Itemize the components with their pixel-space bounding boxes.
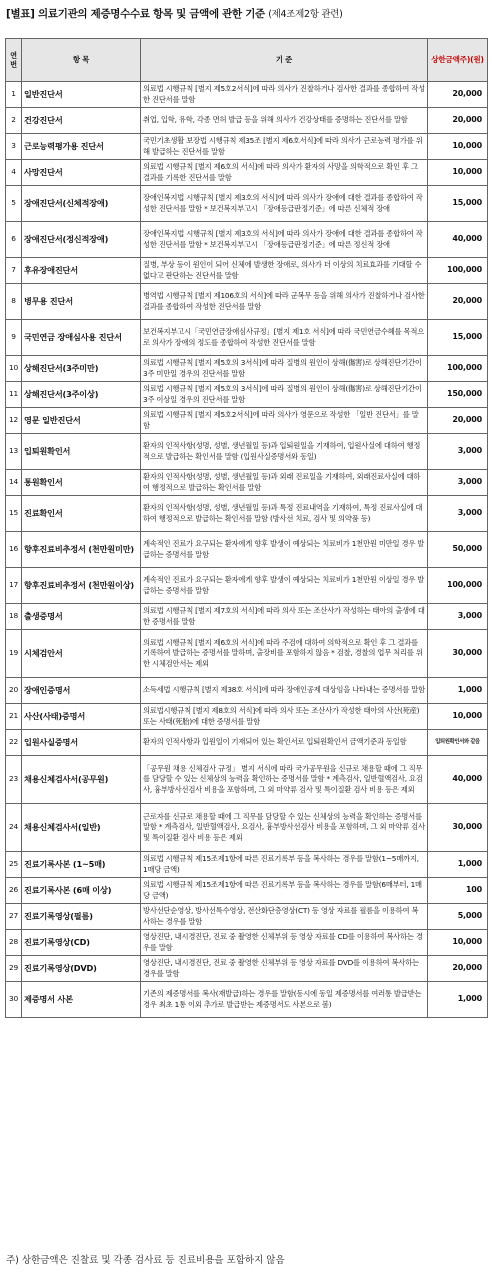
row-number: 15 — [6, 496, 22, 532]
row-standard: 의료법시행규칙 [별지 제8호의 서식]에 따라 의사 또는 조산사가 작성한 태아의 사산(死産) 또는 사태(死胎)에 대한 증명서를 말함 — [141, 704, 428, 730]
row-item: 후유장애진단서 — [22, 258, 141, 284]
row-amount: 10,000 — [428, 930, 488, 956]
row-standard: 방사선단순영상, 방사선특수영상, 전산화단층영상(CT) 등 영상 자료를 필름을 이용하여 복사하는 경우를 말함 — [141, 904, 428, 930]
row-item: 장애인증명서 — [22, 678, 141, 704]
row-item: 근로능력평가용 진단서 — [22, 134, 141, 160]
row-standard: 의료법 시행규칙 제15조제1항에 따른 진료기록부 등을 복사하는 경우를 말함(6매부터, 1매당 금액) — [141, 878, 428, 904]
row-number: 11 — [6, 382, 22, 408]
table-row — [6, 756, 488, 804]
table-row — [6, 134, 488, 160]
row-item: 장애진단서(신체적장애) — [22, 186, 141, 222]
header-no: 연번 — [6, 39, 22, 82]
row-number: 29 — [6, 956, 22, 982]
row-amount: 15,000 — [428, 320, 488, 356]
table-header-row — [6, 39, 488, 82]
table-row — [6, 186, 488, 222]
table-row — [6, 878, 488, 904]
row-number: 18 — [6, 604, 22, 630]
row-amount: 100,000 — [428, 258, 488, 284]
table-row — [6, 82, 488, 108]
row-standard: 영상진단, 내시경진단, 진료 중 촬영한 신체부위 등 영상 자료를 DVD를 이용하여 복사하는 경우를 말함 — [141, 956, 428, 982]
table-row — [6, 904, 488, 930]
row-amount: 40,000 — [428, 756, 488, 804]
row-item: 향후진료비추정서 (천만원이상) — [22, 568, 141, 604]
row-item: 건강진단서 — [22, 108, 141, 134]
table-row — [6, 982, 488, 1018]
header-item: 항 목 — [22, 39, 141, 82]
row-standard: 근로자를 신규로 채용할 때에 그 직무를 담당할 수 있는 신체상의 능력을 확인하는 증명서를 말함 * 계측검사, 일반혈액검사, 요검사, 흉부방사선검사 비용을 포함하며, 그 외 마약류 검사 및 특이질환 검사 비용 등은 제외 — [141, 804, 428, 852]
row-number: 2 — [6, 108, 22, 134]
row-item: 상해진단서(3주미만) — [22, 356, 141, 382]
table-row — [6, 258, 488, 284]
row-amount: 150,000 — [428, 382, 488, 408]
row-standard: 의료법 시행규칙 [별지 제6호의 서식]에 따라 주검에 대하여 의학적으로 확인 후 그 결과를 기록하여 발급하는 증명서를 말하며, 출장비를 포함하지 않음 * 검찰, 경찰의 업무 처리를 위한 시체검안서는 제외 — [141, 630, 428, 678]
table-row — [6, 470, 488, 496]
table-row — [6, 434, 488, 470]
row-amount: 15,000 — [428, 186, 488, 222]
table-row — [6, 284, 488, 320]
table-row — [6, 956, 488, 982]
row-item: 제증명서 사본 — [22, 982, 141, 1018]
row-standard: 환자의 인적사항(성명, 성별, 생년월일 등)과 입퇴원일을 기재하여, 입원사실에 대하여 행정적으로 발급하는 확인서를 말함 (입원사실증명서와 동일) — [141, 434, 428, 470]
table-row — [6, 630, 488, 678]
table-row — [6, 160, 488, 186]
table-row — [6, 804, 488, 852]
row-number: 4 — [6, 160, 22, 186]
row-number: 21 — [6, 704, 22, 730]
row-number: 26 — [6, 878, 22, 904]
row-item: 진료확인서 — [22, 496, 141, 532]
row-item: 국민연금 장애심사용 진단서 — [22, 320, 141, 356]
row-number: 24 — [6, 804, 22, 852]
table-row — [6, 704, 488, 730]
row-amount: 3,000 — [428, 496, 488, 532]
table-row — [6, 320, 488, 356]
row-amount: 입퇴원확인서와 같음 — [428, 730, 488, 756]
row-item: 입원사실증명서 — [22, 730, 141, 756]
row-standard: 의료법 시행규칙 [별지 제5호2서식]에 따라 의사가 진찰하거나 검사한 결과를 종합하여 작성한 진단서를 말함 — [141, 82, 428, 108]
row-standard: 의료법 시행규칙 [별지 제6호의 서식]에 따라 의사가 환자의 사망을 의학적으로 확인 후 그 결과를 기록한 진단서를 말함 — [141, 160, 428, 186]
row-amount: 3,000 — [428, 434, 488, 470]
row-standard: 의료법 시행규칙 [별지 제5호의 3서식]에 따라 질병의 원인이 상해(傷害)로 상해진단기간이 3주 이상일 경우의 진단서를 말함 — [141, 382, 428, 408]
row-number: 25 — [6, 852, 22, 878]
row-item: 진료기록사본 (6매 이상) — [22, 878, 141, 904]
row-amount: 5,000 — [428, 904, 488, 930]
table-row — [6, 730, 488, 756]
row-standard: 소득세법 시행규칙 [별지 제38호 서식]에 따라 장애인공제 대상임을 나타내는 증명서를 말함 — [141, 678, 428, 704]
header-limit: 상한금액주)(원) — [428, 39, 488, 82]
row-amount: 30,000 — [428, 804, 488, 852]
row-item: 진료기록영상(DVD) — [22, 956, 141, 982]
row-item: 영문 일반진단서 — [22, 408, 141, 434]
row-number: 23 — [6, 756, 22, 804]
row-standard: 장애인복지법 시행규칙 [별지 제3호의 서식]에 따라 의사가 장애에 대한 결과를 종합하여 작성한 진단서를 말함 * 보건복지부고시 「장애등급판정기준」에 따른 정신적 장애 — [141, 222, 428, 258]
row-item: 통원확인서 — [22, 470, 141, 496]
row-item: 사망진단서 — [22, 160, 141, 186]
row-number: 28 — [6, 930, 22, 956]
row-standard: 환자의 인적사항(성명, 성별, 생년월일 등)과 외래 진료일을 기재하여, 외래진료사실에 대하여 행정적으로 발급하는 확인서를 말함 — [141, 470, 428, 496]
table-row — [6, 356, 488, 382]
row-amount: 50,000 — [428, 532, 488, 568]
row-amount: 3,000 — [428, 604, 488, 630]
row-item: 진료기록영상(CD) — [22, 930, 141, 956]
row-standard: 의료법 시행규칙 [별지 제5호의 3서식]에 따라 질병의 원인이 상해(傷害)로 상해진단기간이 3주 미만일 경우의 진단서를 말함 — [141, 356, 428, 382]
row-number: 14 — [6, 470, 22, 496]
row-number: 17 — [6, 568, 22, 604]
row-amount: 3,000 — [428, 470, 488, 496]
row-item: 채용신체검사서(일반) — [22, 804, 141, 852]
row-number: 6 — [6, 222, 22, 258]
row-number: 19 — [6, 630, 22, 678]
row-item: 출생증명서 — [22, 604, 141, 630]
row-number: 27 — [6, 904, 22, 930]
row-amount: 1,000 — [428, 678, 488, 704]
row-number: 30 — [6, 982, 22, 1018]
row-number: 20 — [6, 678, 22, 704]
row-amount: 20,000 — [428, 956, 488, 982]
row-number: 7 — [6, 258, 22, 284]
row-item: 향후진료비추정서 (천만원미만) — [22, 532, 141, 568]
row-amount: 20,000 — [428, 82, 488, 108]
row-item: 일반진단서 — [22, 82, 141, 108]
table-row — [6, 604, 488, 630]
row-item: 병무용 진단서 — [22, 284, 141, 320]
row-standard: 장애인복지법 시행규칙 [별지 제3호의 서식]에 따라 의사가 장애에 대한 결과를 종합하여 작성한 진단서를 말함 * 보건복지부고시 「장애등급판정기준」에 따른 신체적 장애 — [141, 186, 428, 222]
row-number: 1 — [6, 82, 22, 108]
row-standard: 환자의 인적사항과 입원일이 기재되어 있는 확인서로 입퇴원확인서 금액기준과 동일함 — [141, 730, 428, 756]
document-title — [6, 6, 343, 21]
row-number: 13 — [6, 434, 22, 470]
row-amount: 100,000 — [428, 568, 488, 604]
table-row — [6, 382, 488, 408]
title-main: [별표] 의료기관의 제증명수수료 항목 및 금액에 관한 기준 — [6, 8, 265, 20]
row-item: 진료기록사본 (1~5매) — [22, 852, 141, 878]
row-standard: 의료법 시행규칙 제15조제1항에 따른 진료기록부 등을 복사하는 경우를 말함(1~5매까지, 1매당 금액) — [141, 852, 428, 878]
row-item: 장애진단서(정신적장애) — [22, 222, 141, 258]
row-standard: 계속적인 진료가 요구되는 환자에게 향후 발생이 예상되는 치료비가 1천만원 이상일 경우 발급하는 증명서를 말함 — [141, 568, 428, 604]
footnote: 주) 상한금액은 진찰료 및 각종 검사료 등 진료비용을 포함하지 않음 — [6, 1255, 285, 1266]
row-amount: 20,000 — [428, 284, 488, 320]
row-amount: 1,000 — [428, 982, 488, 1018]
table-row — [6, 496, 488, 532]
table-row — [6, 408, 488, 434]
table-row — [6, 222, 488, 258]
row-amount: 30,000 — [428, 630, 488, 678]
row-item: 진료기록영상(필름) — [22, 904, 141, 930]
row-standard: 의료법 시행규칙 [별지 제7호의 서식]에 따라 의사 또는 조산사가 작성하는 태아의 출생에 대한 증명서를 말함 — [141, 604, 428, 630]
row-standard: 병역법 시행규칙 [별지 제106호의 서식]에 따라 군복무 등을 위해 의사가 진찰하거나 검사한 결과를 종합하여 작성한 진단서를 말함 — [141, 284, 428, 320]
row-item: 입퇴원확인서 — [22, 434, 141, 470]
table-row — [6, 108, 488, 134]
row-number: 22 — [6, 730, 22, 756]
table-row — [6, 930, 488, 956]
title-sub: (제4조제2항 관련) — [268, 9, 343, 20]
fee-table — [5, 38, 488, 1018]
row-amount: 10,000 — [428, 160, 488, 186]
row-number: 16 — [6, 532, 22, 568]
row-number: 10 — [6, 356, 22, 382]
row-amount: 10,000 — [428, 704, 488, 730]
row-amount: 100,000 — [428, 356, 488, 382]
row-amount: 1,000 — [428, 852, 488, 878]
row-standard: 환자의 인적사항(성명, 성별, 생년월일 등)과 특정 진료내역을 기재하여, 특정 진료사실에 대하여 행정적으로 발급하는 확인서를 말함 (방사선 치료, 검사 및 의약품 등) — [141, 496, 428, 532]
table-row — [6, 678, 488, 704]
row-amount: 10,000 — [428, 134, 488, 160]
table-row — [6, 852, 488, 878]
row-amount: 40,000 — [428, 222, 488, 258]
row-standard: 국민기초생활 보장법 시행규칙 제35조 [별지 제6호서식]에 따라 의사가 근로능력 평가를 위해 발급하는 진단서를 말함 — [141, 134, 428, 160]
row-amount: 100 — [428, 878, 488, 904]
row-number: 8 — [6, 284, 22, 320]
row-standard: 의료법 시행규칙 [별지 제5호2서식]에 따라 의사가 영문으로 작성한 「일반 진단서」를 말함 — [141, 408, 428, 434]
row-number: 3 — [6, 134, 22, 160]
row-item: 사산(사태)증명서 — [22, 704, 141, 730]
table-row — [6, 568, 488, 604]
row-standard: 질병, 부상 등이 원인이 되어 신체에 발생한 장애로, 의사가 더 이상의 치료효과를 기대할 수 없다고 판단하는 진단서를 말함 — [141, 258, 428, 284]
row-standard: 보건복지부고시「국민연금장애심사규정」[별지 제1호 서식]에 따라 국민연금수혜를 목적으로 의사가 장애의 정도를 종합하여 작성한 진단서를 말함 — [141, 320, 428, 356]
row-amount: 20,000 — [428, 108, 488, 134]
row-number: 9 — [6, 320, 22, 356]
row-standard: 취업, 입학, 유학, 각종 면허 발급 등을 위해 의사가 건강상태를 증명하는 진단서를 말함 — [141, 108, 428, 134]
row-standard: 계속적인 진료가 요구되는 환자에게 향후 발생이 예상되는 치료비가 1천만원 미만일 경우 발급하는 증명서를 말함 — [141, 532, 428, 568]
row-amount: 20,000 — [428, 408, 488, 434]
row-standard: 기존의 제증명서를 복사(재발급)하는 경우를 말함(동시에 동일 제증명서를 여러통 발급받는 경우 최초 1통 이외 추가로 발급받는 제증명서도 사본으로 봄) — [141, 982, 428, 1018]
row-standard: 영상진단, 내시경진단, 진료 중 촬영한 신체부위 등 영상 자료를 CD를 이용하여 복사하는 경우를 말함 — [141, 930, 428, 956]
row-item: 시체검안서 — [22, 630, 141, 678]
table-row — [6, 532, 488, 568]
row-item: 상해진단서(3주이상) — [22, 382, 141, 408]
row-number: 12 — [6, 408, 22, 434]
row-item: 채용신체검사서(공무원) — [22, 756, 141, 804]
row-number: 5 — [6, 186, 22, 222]
row-standard: 「공무원 채용 신체검사 규정」 별지 서식에 따라 국가공무원을 신규로 채용할 때에 그 직무를 담당할 수 있는 신체상의 능력을 확인하는 증명서를 말함 * 계측검사, 일반혈액검사, 요검사, 흉부방사선검사 비용을 포함하며, 그 외 마약류 검사 및 특이질환 검사 비용 등은 제외 — [141, 756, 428, 804]
header-standard: 기 준 — [141, 39, 428, 82]
